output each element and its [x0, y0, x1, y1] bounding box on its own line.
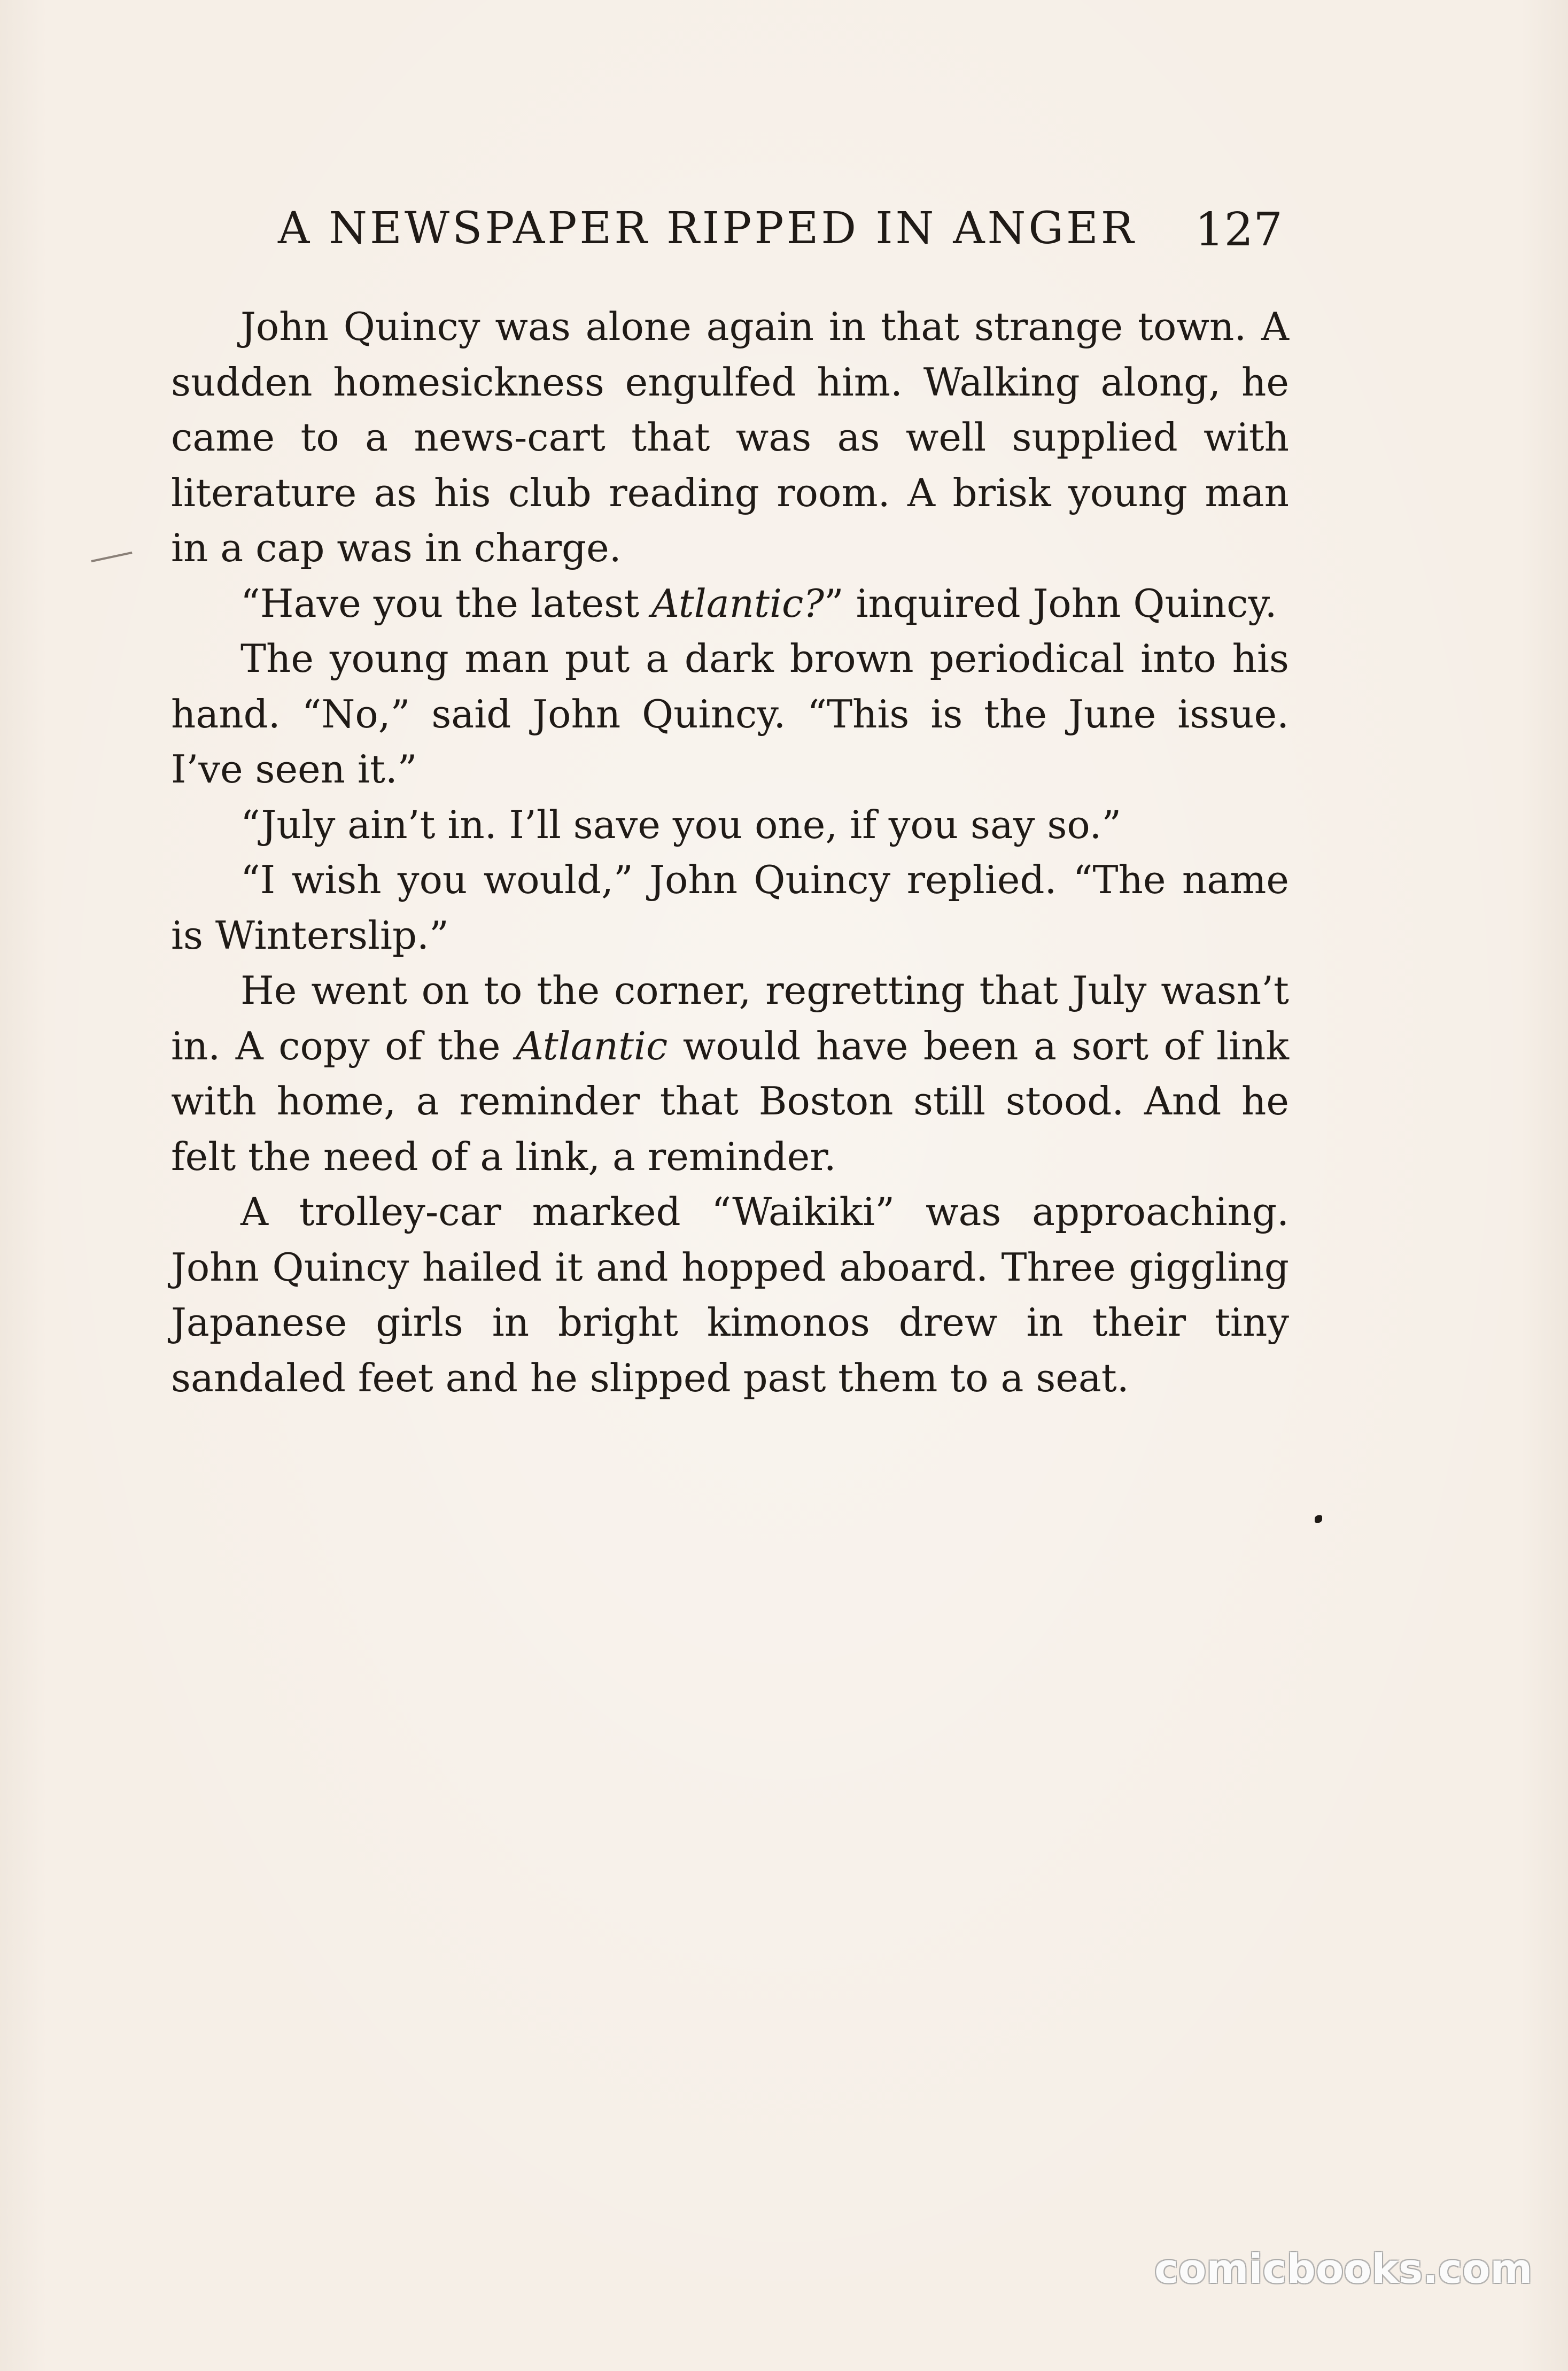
paragraph-text: John Quincy was alone again in that strange town. A sudden homesickness engulfed him. Walking along, he came to a news-cart that was as well supplied with literature as his club reading room. A brisk young man in a cap was in charge. [171, 304, 1289, 570]
margin-mark-left [91, 552, 132, 562]
margin-mark-right [1315, 1515, 1322, 1523]
paragraph-text: “Have you the latest [240, 580, 652, 626]
paragraph-1 [171, 299, 1289, 576]
paragraph-text: A trolley-car marked “Waikiki” was approaching. John Quincy hailed it and hopped aboard. Three giggling Japanese girls in bright kimonos drew in their tiny sandaled feet and he slipped past them to a seat. [171, 1189, 1289, 1400]
running-header [278, 203, 1283, 267]
paragraph-7 [171, 1184, 1289, 1406]
watermark: comicbooks.com [1154, 2245, 1533, 2292]
paragraph-text: “July ain’t in. I’ll save you one, if you say so.” [240, 802, 1122, 847]
paragraph-2 [171, 576, 1289, 632]
paragraph-3 [171, 631, 1289, 797]
italic-title: Atlantic [516, 1023, 668, 1068]
page-number: 127 [1194, 203, 1283, 257]
paragraph-text: would have been a sort of link with home, a reminder that Boston still stood. And he felt the need of a link, a reminder. [171, 1023, 1290, 1179]
paragraph-text: ” inquired John Quincy. [824, 580, 1277, 626]
paragraph-5 [171, 853, 1289, 963]
italic-title: Atlantic? [651, 580, 824, 626]
body-text [171, 299, 1289, 1406]
paragraph-6 [171, 963, 1289, 1184]
paragraph-text: The young man put a dark brown periodical into his hand. “No,” said John Quincy. “This is the June issue. I’ve seen it.” [171, 636, 1289, 792]
paragraph-text: He went on to the corner, regretting that July wasn’t in. A copy of the [171, 968, 1289, 1068]
chapter-title: A NEWSPAPER RIPPED IN ANGER [278, 203, 1137, 254]
paragraph-4 [171, 797, 1289, 853]
paragraph-text: “I wish you would,” John Quincy replied. “The name is Winterslip.” [171, 857, 1289, 958]
